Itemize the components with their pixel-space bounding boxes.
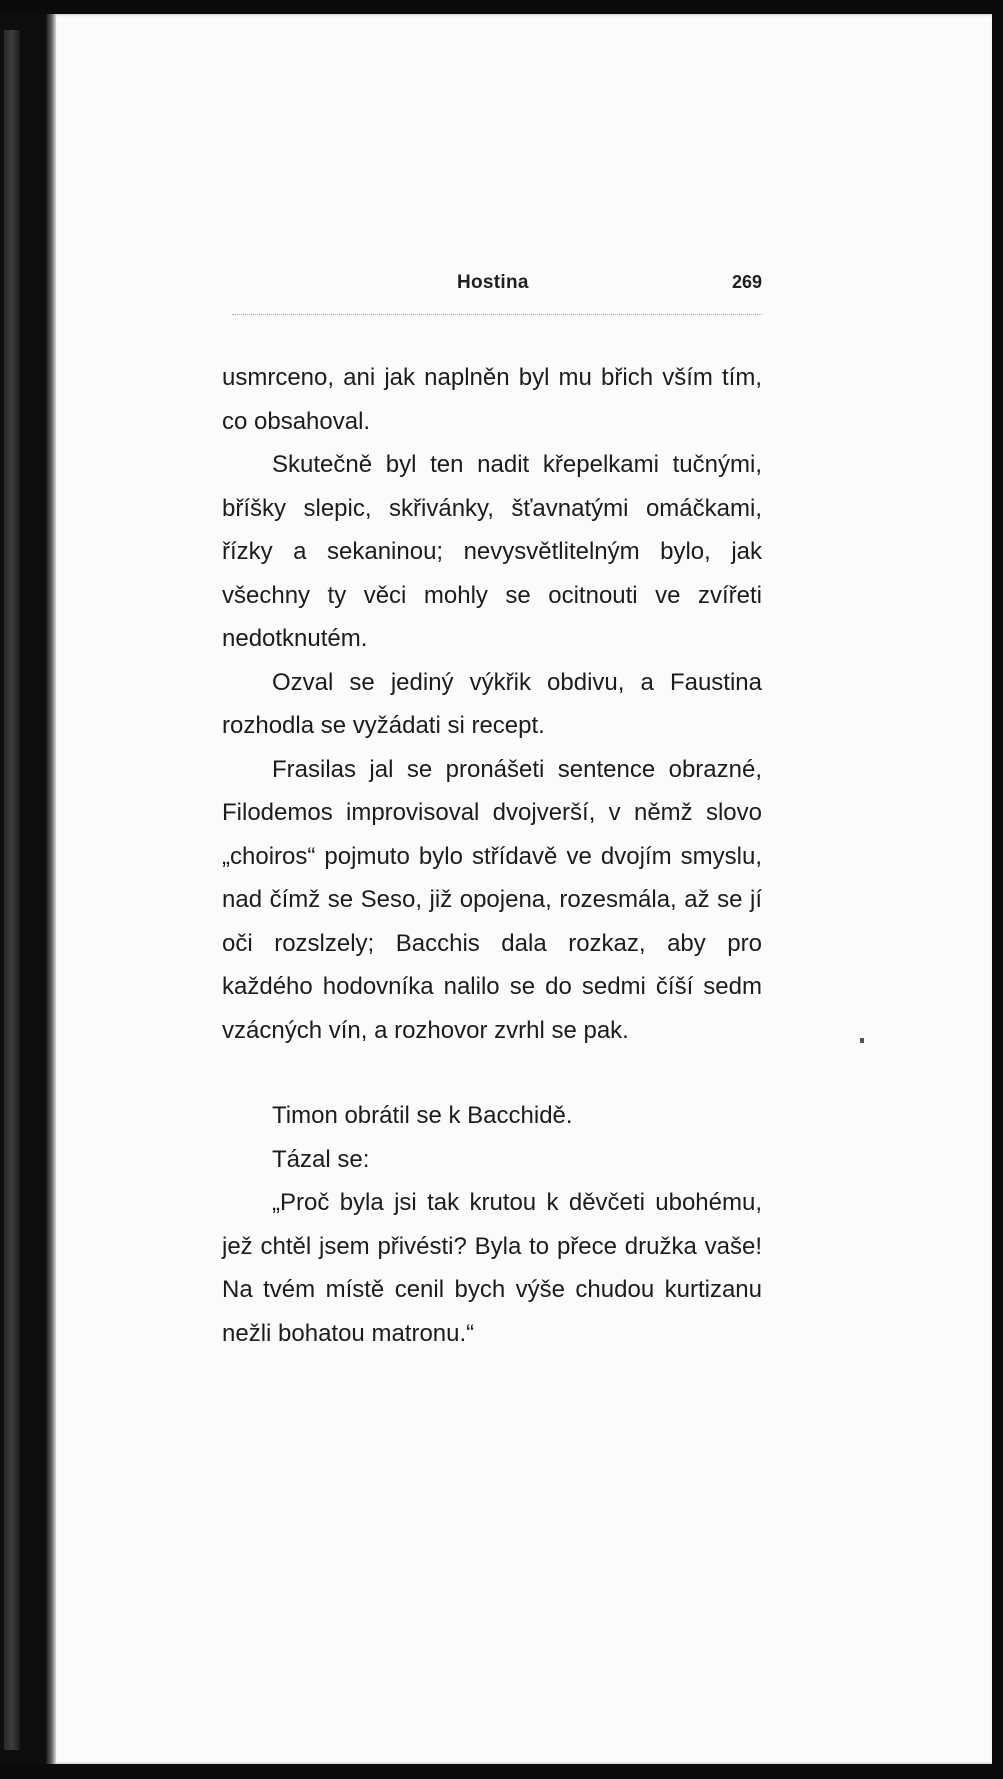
paragraph-quote: „Proč byla jsi tak krutou k děvčeti ubohému, jež chtěl jsem přivésti? Byla to přece družka vaše! Na tvém místě cenil bych výše chudou kurtizanu nežli bohatou matronu.“ [222, 1189, 762, 1347]
paragraph-continuation: usmrceno, ani jak naplněn byl mu břich vším tím, co obsahoval. [222, 364, 762, 435]
paragraph: Tázal se: [272, 1145, 370, 1173]
running-head [232, 272, 762, 306]
paragraph: Skutečně byl ten nadit křepelkami tučnými, bříšky slepic, skřivánky, šťavnatými omáčkami, řízky a sekaninou; nevysvětlitelným bylo, jak všechny ty věci mohly se ocitnouti ve zvířeti nedotknutém. [222, 451, 762, 652]
body-text [222, 356, 762, 1355]
book-edge-highlight [4, 30, 20, 1750]
page-number: 269 [731, 272, 762, 292]
paragraph: Ozval se jediný výkřik obdivu, a Faustina rozhodla se vyžádati si recept. [222, 668, 762, 739]
scan-speck [860, 1038, 864, 1043]
running-head-title: Hostina [457, 272, 529, 293]
section-gap [222, 1052, 762, 1094]
paragraph: Timon obrátil se k Bacchidě. [272, 1102, 573, 1129]
scan-top-border [0, 0, 1003, 14]
binding-shadow [46, 14, 56, 1764]
header-rule [232, 314, 762, 315]
paragraph: Frasilas jal se pronášeti sentence obrazné, Filodemos improvisoval dvojverší, v němž slovo „choiros“ pojmuto bylo střídavě ve dvojím smyslu, nad čímž se Seso, již opojena, rozesmála, až se jí oči rozslzely; Bacchis dala rozkaz, aby pro každého hodovníka nalilo se do sedmi číší sedm vzácných vín, a rozhovor zvrhl se pak. [222, 755, 762, 1044]
scan-right-border [992, 0, 1003, 1779]
book-edge [0, 0, 46, 1779]
scan-bottom-border [0, 1764, 1003, 1779]
